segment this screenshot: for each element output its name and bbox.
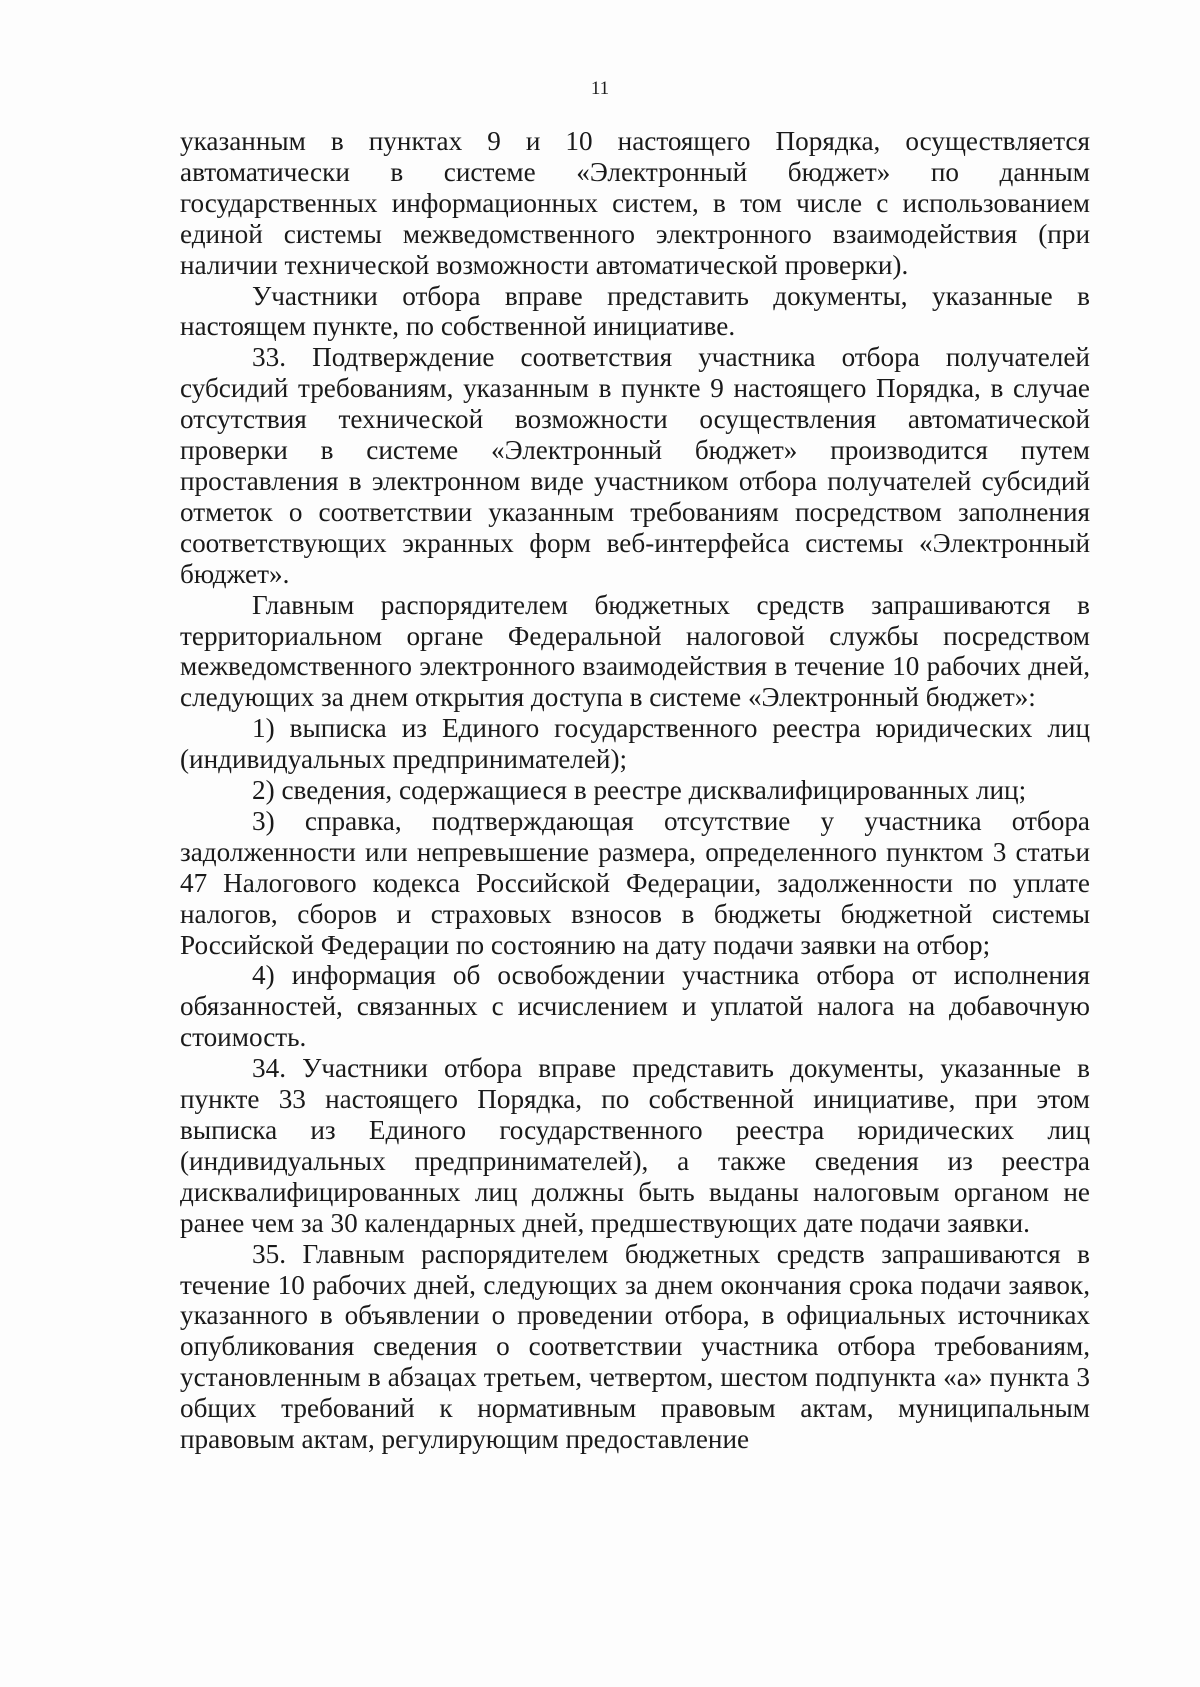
page-number: 11	[590, 78, 610, 99]
paragraph-continuation: указанным в пунктах 9 и 10 настоящего Порядка, осуществляется автоматически в системе «Электронный бюджет» по данным государственных информационных систем, в том числе с использованием единой системы межведомственного электронного взаимодействия (при наличии технической возможности автоматической проверки).	[180, 126, 1090, 280]
list-item-4-vat-exemption: 4) информация об освобождении участника отбора от исполнения обязанностей, связанных с исчислением и уплатой налога на добавочную стоимость.	[180, 960, 1090, 1053]
list-item-2-disqualified-registry: 2) сведения, содержащиеся в реестре дисквалифицированных лиц;	[252, 775, 1027, 806]
paragraph-clause-35: 35. Главным распорядителем бюджетных средств запрашиваются в течение 10 рабочих дней, следующих за днем окончания срока подачи заявок, указанного в объявлении о проведении отбора, в официальных источниках опубликования сведения о соответствии участника отбора требованиям, установленным в абзацах третьем, четвертом, шестом подпункта «а» пункта 3 общих требований к нормативным правовым актам, муниципальным правовым актам, регулирующим предоставление	[180, 1238, 1090, 1455]
document-body	[180, 126, 1090, 1455]
list-item-3-debt-certificate: 3) справка, подтверждающая отсутствие у участника отбора задолженности или непревышение размера, определенного пунктом 3 статьи 47 Налогового кодекса Российской Федерации, задолженности по уплате налогов, сборов и страховых взносов в бюджеты бюджетной системы Российской Федерации по состоянию на дату подачи заявки на отбор;	[180, 805, 1090, 960]
paragraph-participants-own-initiative: Участники отбора вправе представить документы, указанные в настоящем пункте, по собственной инициативе.	[180, 280, 1090, 342]
list-item-1-egrul-extract: 1) выписка из Единого государственного реестра юридических лиц (индивидуальных предпринимателей);	[180, 713, 1090, 775]
paragraph-tax-service-request: Главным распорядителем бюджетных средств запрашиваются в территориальном органе Федеральной налоговой службы посредством межведомственного электронного взаимодействия в течение 10 рабочих дней, следующих за днем открытия доступа в системе «Электронный бюджет»:	[180, 589, 1090, 713]
paragraph-clause-34: 34. Участники отбора вправе представить документы, указанные в пункте 33 настоящего Порядка, по собственной инициативе, при этом выписка из Единого государственного реестра юридических лиц (индивидуальных предпринимателей), а также сведения из реестра дисквалифицированных лиц должны быть выданы налоговым органом не ранее чем за 30 календарных дней, предшествующих дате подачи заявки.	[180, 1053, 1090, 1238]
paragraph-clause-33: 33. Подтверждение соответствия участника отбора получателей субсидий требованиям, указанным в пункте 9 настоящего Порядка, в случае отсутствия технической возможности осуществления автоматической проверки в системе «Электронный бюджет» производится путем проставления в электронном виде участником отбора получателей субсидий отметок о соответствии указанным требованиям посредством заполнения соответствующих экранных форм веб-интерфейса системы «Электронный бюджет».	[180, 342, 1090, 589]
